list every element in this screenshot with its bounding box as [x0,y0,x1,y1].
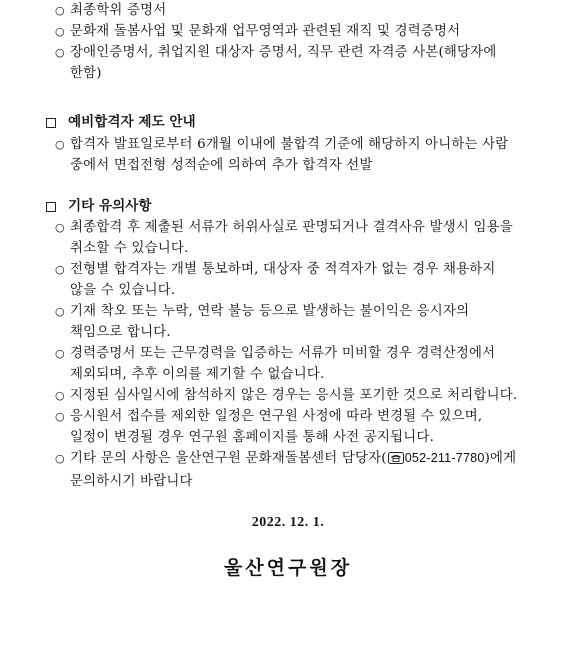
section-heading: 기타 유의사항 [46,196,152,217]
list-item: ○ 기재 착오 또는 누락, 연락 불능 등으로 발생하는 불이익은 응시자의 책임으로 합니다. [0,301,576,343]
list-item: ○ 경력증명서 또는 근무경력을 입증하는 서류가 미비할 경우 경력산정에서 제외되며, 추후 이의를 제기할 수 없습니다. [0,343,576,385]
circle-bullet-icon: ○ [55,221,65,234]
list-item: ○ 지정된 심사일시에 참석하지 않은 경우는 응시를 포기한 것으로 처리합니다. [0,385,576,406]
checkbox-square-icon [46,202,56,212]
phone-number: 052-211-7780 [404,451,485,465]
circle-bullet-icon: ○ [55,263,65,276]
circle-bullet-icon: ○ [55,138,65,151]
circle-bullet-icon: ○ [55,4,65,17]
circle-bullet-icon: ○ [55,305,65,318]
telephone-icon [388,450,404,471]
circle-bullet-icon: ○ [55,46,65,59]
contact-list-item: ○ 기타 문의 사항은 울산연구원 문화재돌봄센터 담당자( 052-211-7780)에게 문의하시기 바랍니다 [0,448,576,492]
list-item: ○ 전형별 합격자는 개별 통보하며, 대상자 중 적격자가 없는 경우 채용하지 않을 수 있습니다. [0,259,576,301]
issuer-signature: 울산연구원장 [223,557,353,579]
circle-bullet-icon: ○ [55,347,65,360]
list-item: ○ 최종합격 후 제출된 서류가 허위사실로 판명되거나 결격사유 발생시 임용을 취소할 수 있습니다. [0,217,576,259]
section-list [0,217,576,492]
circle-bullet-icon: ○ [55,410,65,423]
list-item: ○ 문화재 돌봄사업 및 문화재 업무영역과 관련된 재직 및 경력증명서 [0,21,576,42]
list-item: ○ 장애인증명서, 취업지원 대상자 증명서, 직무 관련 자격증 사본(해당자에 한함) [0,42,576,84]
circle-bullet-icon: ○ [55,25,65,38]
list-item: ○ 응시원서 접수를 제외한 일정은 연구원 사정에 따라 변경될 수 있으며, 일정이 변경될 경우 연구원 홈페이지를 통해 사전 공지됩니다. [0,406,576,448]
section-heading: 예비합격자 제도 안내 [46,112,196,133]
list-item: ○ 합격자 발표일로부터 6개월 이내에 불합격 기준에 해당하지 아니하는 사람 중에서 면접전형 성적순에 의하여 추가 합격자 선발 [0,134,576,176]
checkbox-square-icon [46,118,56,128]
circle-bullet-icon: ○ [55,452,65,465]
circle-bullet-icon: ○ [55,389,65,402]
document-date: 2022. 12. 1. [251,515,325,530]
list-item: ○ 최종학위 증명서 [0,0,576,21]
document-list-top [0,0,576,84]
section-list [0,134,576,176]
